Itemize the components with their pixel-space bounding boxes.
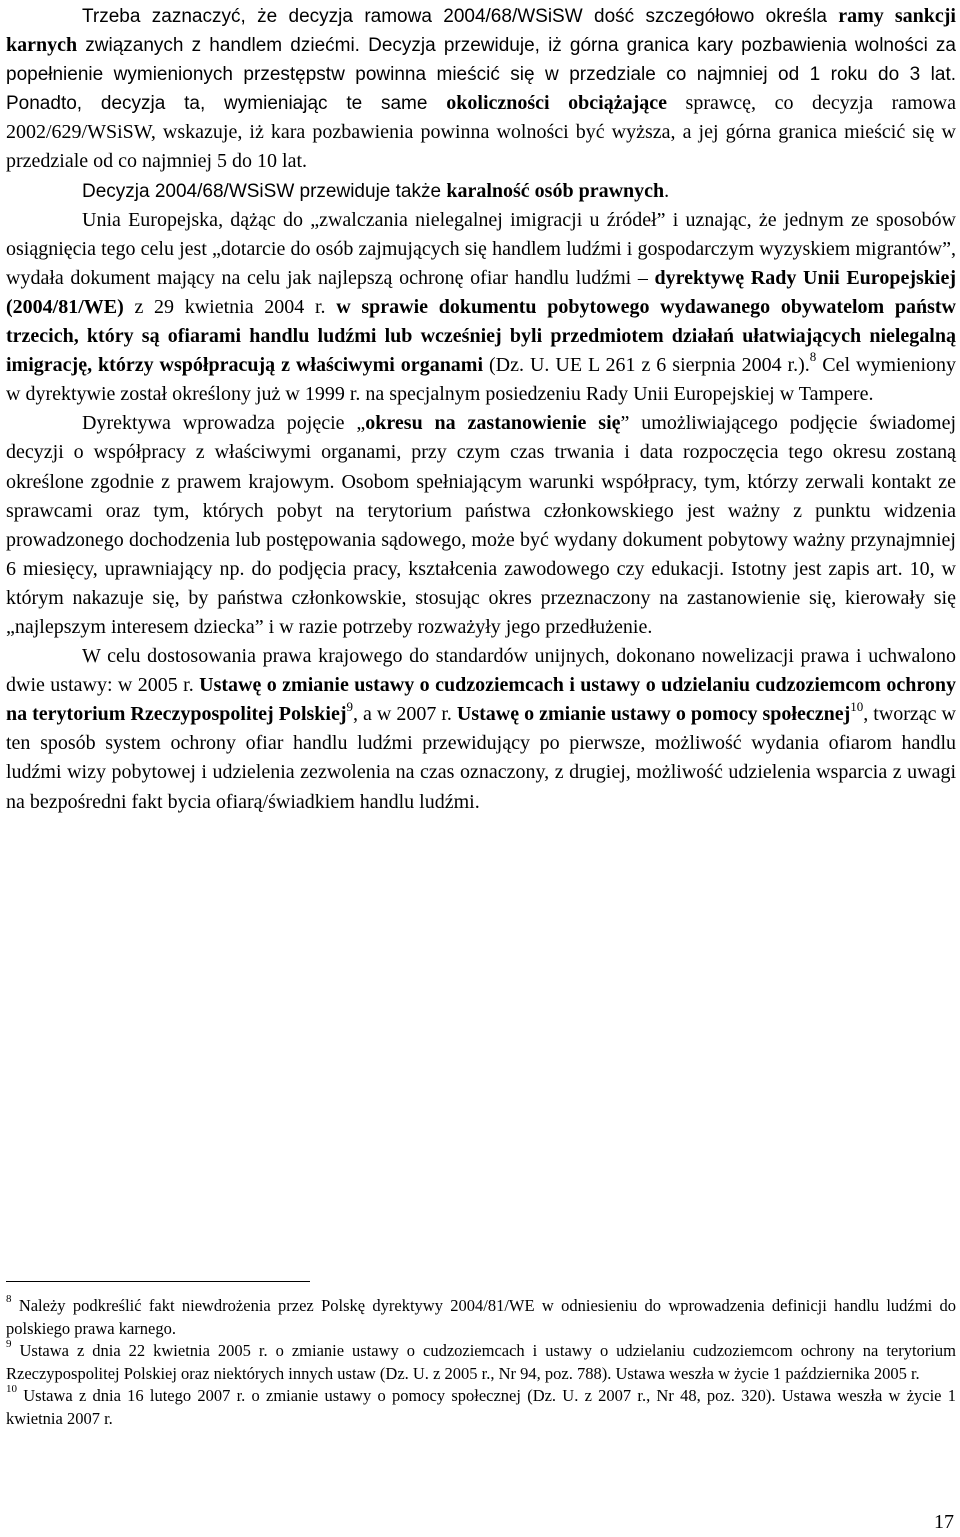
footnote-9: $^9$ Ustawa z dnia 22 kwietnia 2005 r. o zmianie ustawy o cudzoziemcach i ustawy o udzielaniu cudzoziemcom ochrony na terytorium Rzeczypospolitej Polskiej oraz niektórych innych ustaw (Dz. U. z 2005 r., Nr 94, poz. 788). Ustawa weszła w życie 1 października 2005 r. bbox=[6, 1337, 956, 1383]
footnote-separator bbox=[6, 1281, 310, 1282]
paragraph-okres-na-zastanowienie: Dyrektywa wprowadza pojęcie „okresu na zastanowienie się” umożliwiającego podjęcie świadomej decyzji o współpracy z właściwymi organami, przy czym czas trwania i data rozpoczęcia tego okresu zostaną określone zgodnie z prawem krajowym. Osobom spełniającym warunki współpracy, tym, którzy zerwali kontakt ze sprawcami oraz tym, których pobyt na terytorium państwa członkowskiego jest ważny z punktu widzenia prowadzonego dochodzenia lub postępowania sądowego, może być wydany dokument pobytowy ważny przynajmniej 6 miesięcy, uprawniający np. do podjęcia pracy, kształcenia zawodowego czy edukacji. Istotny jest zapis art. 10, w którym nakazuje się, by państwa członkowskie, stosując okres przeznaczony na zastanowienie się, kierowały się „najlepszym interesem dziecka” i w razie potrzeby rozważyły jego przedłużenie. bbox=[6, 412, 957, 638]
footnote-ref-9[interactable]: 9 bbox=[346, 698, 353, 714]
paragraph-dyrektywa: Unia Europejska, dążąc do „zwalczania nielegalnej imigracji u źródeł” i uznając, że jednym ze sposobów osiągnięcia tego celu jest „dotarcie do osób zajmujących się handlem ludźmi i gospodarczym wyzyskiem migrantów”, wydała dokument mający na celu jak najlepszą ochronę ofiar handlu ludźmi – dyrektywę Rady Unii Europejskiej (2004/81/WE) z 29 kwietnia 2004 r. w sprawie dokumentu pobytowego wydawanego obywatelom państw trzecich, który są ofiarami handlu ludźmi lub wcześniej byli przedmiotem działań ułatwiających nielegalną imigrację, którzy współpracują z właściwymi organami (Dz. U. UE L 261 z 6 sierpnia 2004 r.).$^8$ Cel wymieniony w dyrektywie został określony już w 1999 r. na specjalnym posiedzeniu Rady Unii Europejskiej w Tampere. bbox=[6, 208, 957, 406]
paragraph-ustawy: W celu dostosowania prawa krajowego do standardów unijnych, dokonano nowelizacji prawa i uchwalono dwie ustawy: w 2005 r. Ustawę o zmianie ustawy o cudzoziemcach i ustawy o udzielaniu cudzoziemcom ochrony na terytorium Rzeczypospolitej Polskiej$^9$, a w 2007 r. Ustawę o zmianie ustawy o pomocy społecznej$^{10}$, tworząc w ten sposób system ochrony ofiar handlu ludźmi przewidujący po pierwsze, możliwość wydania ofiarom handlu ludźmi wizy pobytowej i udzielenia zezwolenia na czas oznaczony, z drugiej, możliwość udzielenia wsparcia z uwagi na bezpośredni fakt bycia ofiarą/świadkiem handlu ludźmi. bbox=[6, 645, 957, 813]
footnote-ref-10[interactable]: 10 bbox=[850, 698, 864, 714]
page-number: 17 bbox=[934, 1511, 954, 1533]
footnotes bbox=[6, 1292, 956, 1431]
body-text bbox=[6, 2, 956, 817]
document-page bbox=[6, 0, 956, 1537]
paragraph-karalnosc: Decyzja 2004/68/WSiSW przewiduje także karalność osób prawnych. bbox=[82, 179, 670, 202]
paragraph-decyzja-ramowa: Trzeba zaznaczyć, że decyzja ramowa 2004/68/WSiSW dość szczegółowo określa ramy sankcji karnych związanych z handlem dziećmi. Decyzja przewiduje, iż górna granica kary pozbawienia wolności za popełnienie wymienionych przestępstw powinna mieścić się w przedziale co najmniej od 1 roku do 3 lat. Ponadto, decyzja ta, wymieniając te same okoliczności obciążające sprawcę, co decyzja ramowa 2002/629/WSiSW, wskazuje, iż kara pozbawienia powinna wolności być wyższa, a jej górna granica mieścić się w przedziale od co najmniej 5 do 10 lat. bbox=[6, 5, 957, 173]
footnote-10: $^{10}$ Ustawa z dnia 16 lutego 2007 r. o zmianie ustawy o pomocy społecznej (Dz. U. z 2007 r., Nr 48, poz. 320). Ustawa weszła w życie 1 kwietnia 2007 r. bbox=[6, 1382, 956, 1428]
footnote-8: $^8$ Należy podkreślić fakt niewdrożenia przez Polskę dyrektywy 2004/81/WE w odniesieniu do wprowadzenia definicji handlu ludźmi do polskiego prawa karnego. bbox=[6, 1292, 956, 1338]
footnote-ref-8[interactable]: 8 bbox=[809, 349, 817, 365]
